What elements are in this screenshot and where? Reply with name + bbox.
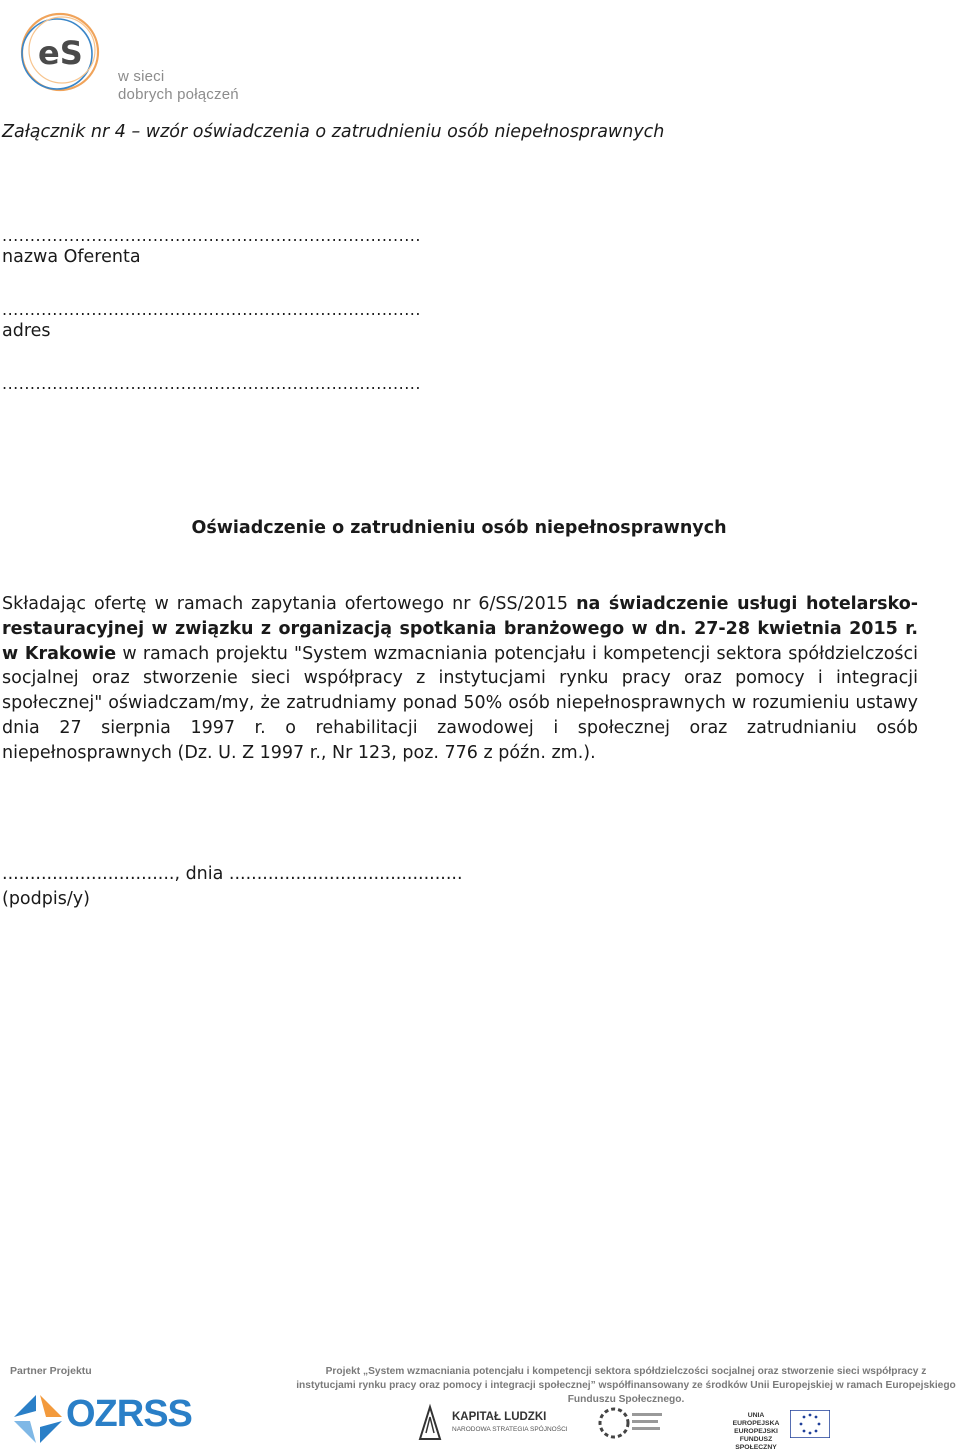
- body-part-1: Składając ofertę w ramach zapytania ofertowego nr 6/SS/2015: [2, 594, 577, 614]
- body-bold: na świadczenie usługi hotelarsko-restauracyjnej w związku z organizacją spotkania branżowego w dn. 27-28 kwietnia 2015 r. w Krakowie: [2, 594, 918, 664]
- kapital-ludzki-logo-icon: [416, 1403, 556, 1443]
- bidder-name-line: ...........................................................................: [2, 226, 421, 245]
- es-logo: [14, 8, 244, 103]
- kapital-title: KAPITAŁ LUDZKI: [452, 1411, 547, 1423]
- attachment-title: Załącznik nr 4 – wzór oświadczenia o zatrudnieniu osób niepełnosprawnych: [2, 122, 665, 142]
- declaration-heading: Oświadczenie o zatrudnieniu osób niepełnosprawnych: [191, 518, 727, 538]
- body-part-2: w ramach projektu "System wzmacniania potencjału i kompetencji sektora spółdzielczości socjalnej oraz stworzenie sieci współpracy z instytucjami rynku pracy oraz pomocy i integracji społecznej" oświadczam/my, że zatrudniamy ponad 50% osób niepełnosprawnych w rozumieniu ustawy dnia 27 sierpnia 1997 r. o rehabilitacji zawodowej i społecznej oraz zatrudnianiu osób niepełnosprawnych (Dz. U. Z 1997 r., Nr 123, poz. 776 z późn. zm.).: [2, 643, 918, 763]
- extra-line: ...........................................................................: [2, 374, 421, 393]
- partner-label: Partner Projektu: [10, 1365, 92, 1377]
- partner-name: OZRSS: [66, 1393, 192, 1435]
- declaration-body: [2, 592, 918, 766]
- logo-text: eS: [38, 34, 83, 72]
- address-line: ...........................................................................: [2, 300, 421, 319]
- kapital-subtitle: NARODOWA STRATEGIA SPÓJNOŚCI: [452, 1426, 568, 1433]
- eu-title: UNIA EUROPEJSKA EUROPEJSKI FUNDUSZ SPOŁECZNY: [732, 1412, 780, 1451]
- address-label: adres: [2, 321, 51, 341]
- es-logo-icon: [14, 8, 114, 100]
- bidder-name-label: nazwa Oferenta: [2, 247, 141, 267]
- logo-tagline-1: w sieci: [118, 68, 165, 85]
- place-date-line: ..............................., dnia ..........................................: [2, 864, 463, 884]
- logo-tagline-2: dobrych połączeń: [118, 86, 239, 103]
- footer: [0, 1355, 960, 1452]
- project-funding-text: Projekt „System wzmacniania potencjału i kompetencji sektora spółdzielczości socjalnej oraz stworzenie sieci współpracy z instytucjami rynku pracy oraz pomocy i integracji społecznej” współfinansowany ze środków Unii Europejskiej w ramach Europejskiego Funduszu Społecznego.: [296, 1366, 956, 1405]
- eu-flag-icon: [790, 1410, 830, 1438]
- ces-logo-icon: [596, 1405, 666, 1441]
- signature-label: (podpis/y): [2, 889, 90, 909]
